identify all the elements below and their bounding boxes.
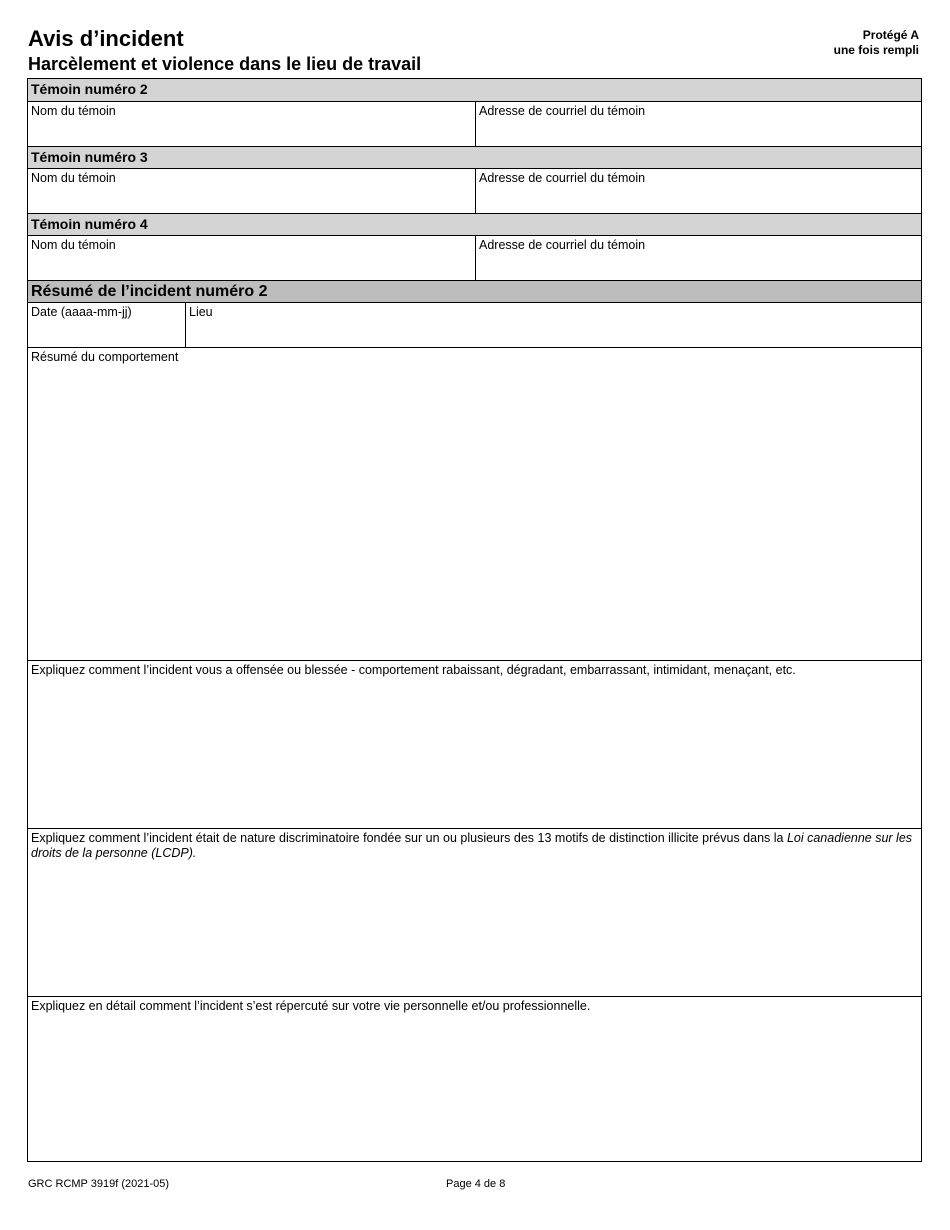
witness-4-email-input[interactable] [479, 257, 918, 277]
protected-marking [834, 28, 919, 58]
witness-2-email-cell [475, 102, 921, 146]
witness-4-name-input[interactable] [31, 257, 472, 277]
incident-summary-heading: Résumé de l’incident numéro 2 [28, 280, 921, 302]
witness-4-name-label: Nom du témoin [31, 238, 116, 252]
form-title: Avis d’incident [28, 26, 184, 51]
date-cell [28, 303, 185, 347]
witness-3-email-label: Adresse de courriel du témoin [479, 171, 646, 185]
witness-2-name-label: Nom du témoin [31, 104, 116, 118]
witness-3-heading: Témoin numéro 3 [28, 146, 921, 168]
witness-2-name-cell [28, 102, 475, 146]
offended-explanation-box [28, 660, 921, 828]
witness-2-heading: Témoin numéro 2 [28, 79, 921, 101]
form-code: GRC RCMP 3919f (2021-05) [28, 1178, 170, 1190]
witness-3-email-cell [475, 169, 921, 213]
date-location-row [28, 302, 921, 347]
impact-explanation-textarea[interactable] [31, 1017, 918, 1157]
witness-4-email-cell [475, 236, 921, 280]
page-number: Page 4 de 8 [446, 1178, 506, 1190]
witness-2-name-input[interactable] [31, 123, 472, 143]
discrimination-law-name: Loi canadienne sur les droits de la personne (LCDP). [31, 831, 913, 860]
behaviour-summary-label: Résumé du comportement [31, 350, 179, 364]
witness-3-name-input[interactable] [31, 190, 472, 210]
protected-line-1: Protégé A [862, 28, 919, 42]
discrimination-explanation-textarea[interactable] [31, 865, 918, 992]
witness-3-name-cell [28, 169, 475, 213]
witness-2-email-input[interactable] [479, 123, 918, 143]
witness-4-heading: Témoin numéro 4 [28, 213, 921, 235]
location-label: Lieu [189, 305, 213, 319]
behaviour-summary-textarea[interactable] [31, 368, 918, 656]
location-cell [185, 303, 921, 347]
incident-form [27, 78, 922, 1162]
witness-2-row [28, 101, 921, 146]
offended-explanation-label: Expliquez comment l’incident vous a offensée ou blessée - comportement rabaissant, dégradant, embarrassant, intimidant, menaçant, etc. [31, 663, 796, 677]
date-label: Date (aaaa-mm-jj) [31, 305, 132, 319]
location-input[interactable] [189, 324, 918, 344]
witness-4-email-label: Adresse de courriel du témoin [479, 238, 646, 252]
witness-3-name-label: Nom du témoin [31, 171, 116, 185]
discrimination-label-text: Expliquez comment l’incident était de nature discriminatoire fondée sur un ou plusieurs des 13 motifs de distinction illicite prévus dans la [31, 831, 787, 845]
offended-explanation-textarea[interactable] [31, 681, 918, 824]
witness-4-row [28, 235, 921, 280]
date-input[interactable] [31, 324, 182, 344]
impact-explanation-label: Expliquez en détail comment l’incident s’est répercuté sur votre vie personnelle et/ou professionnelle. [31, 999, 591, 1013]
discrimination-explanation-label [28, 829, 921, 861]
impact-explanation-box [28, 996, 921, 1161]
witness-3-email-input[interactable] [479, 190, 918, 210]
witness-3-row [28, 168, 921, 213]
protected-line-2: une fois rempli [833, 43, 919, 57]
witness-4-name-cell [28, 236, 475, 280]
form-subtitle: Harcèlement et violence dans le lieu de travail [28, 54, 422, 74]
witness-2-email-label: Adresse de courriel du témoin [479, 104, 646, 118]
discrimination-explanation-box [28, 828, 921, 996]
behaviour-summary-box [28, 347, 921, 660]
